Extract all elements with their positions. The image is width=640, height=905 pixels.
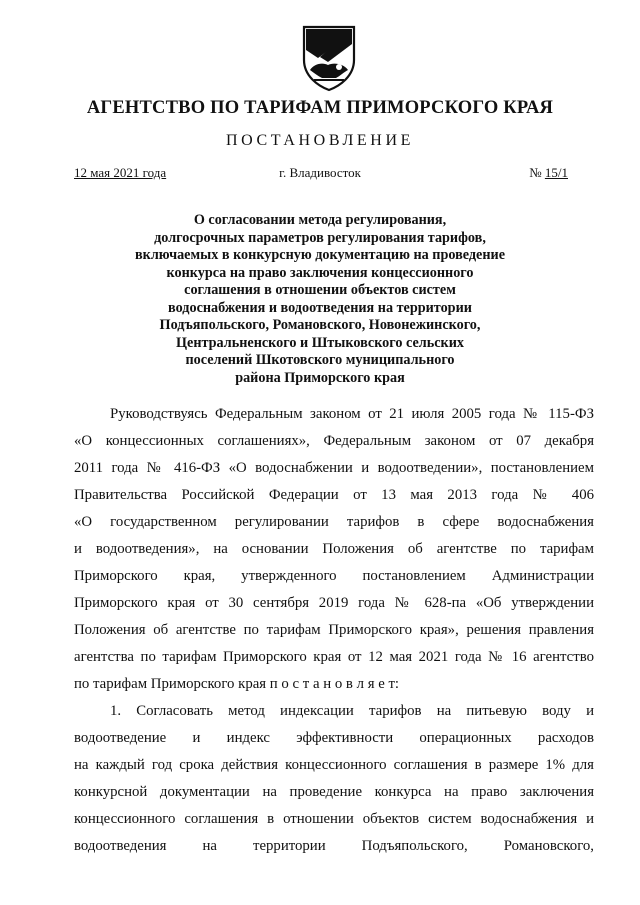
subject-line: соглашения в отношении объектов систем [184, 282, 456, 298]
body-line: 2011 года № 416-ФЗ «О водоснабжении и водоотведении», постановлением [74, 460, 594, 476]
document-type: ПОСТАНОВЛЕНИЕ [226, 132, 414, 149]
document-date: 12 мая 2021 года [74, 165, 167, 180]
body-line: конкурсной документации на проведение конкурса на право заключения [74, 784, 594, 800]
subject-line: поселений Шкотовского муниципального [185, 352, 455, 368]
body-line: водоотведение и индекс эффективности операционных расходов [74, 730, 594, 746]
body-line: «О концессионных соглашениях», Федеральным законом от 07 декабря [74, 433, 594, 449]
body-line: и водоотведения», на основании Положения об агентстве по тарифам [74, 541, 594, 557]
body-line: водоотведения на территории Подъяпольского, Романовского, [74, 838, 594, 854]
subject-line: включаемых в конкурсную документацию на проведение [134, 247, 506, 263]
body-line: Приморского края от 30 сентября 2019 года № 628-па «Об утверждении [74, 595, 594, 611]
body-line: Правительства Российской Федерации от 13 мая 2013 года № 406 [74, 487, 594, 503]
coat-of-arms-icon [300, 24, 358, 92]
body-line: концессионного соглашения в отношении объектов систем водоснабжения и [74, 811, 594, 827]
subject-line: долгосрочных параметров регулирования тарифов, [154, 229, 486, 246]
body-line: 1. Согласовать метод индексации тарифов на питьевую воду и [110, 703, 594, 719]
body-line: по тарифам Приморского края п о с т а н о в л я е т: [74, 676, 400, 692]
body-line: Руководствуясь Федеральным законом от 21 июля 2005 года № 115-ФЗ [110, 406, 594, 422]
body-line: на каждый год срока действия концессионного соглашения в размере 1% для [74, 757, 594, 773]
body-line: агентства по тарифам Приморского края от 12 мая 2021 года № 16 агентство [74, 649, 594, 665]
document-number [529, 165, 568, 181]
number-value: 15/1 [544, 165, 568, 180]
subject-line: конкурса на право заключения концессионного [166, 264, 474, 281]
agency-name: АГЕНТСТВО ПО ТАРИФАМ ПРИМОРСКОГО КРАЯ [86, 98, 554, 118]
document-city: г. Владивосток [279, 165, 361, 180]
document-body [74, 401, 594, 860]
document-subject [120, 212, 520, 387]
subject-line: Подъяпольского, Романовского, Новонежинского, [159, 317, 481, 333]
subject-line: О согласовании метода регулирования, [193, 212, 447, 228]
body-line: «О государственном регулировании тарифов в сфере водоснабжения [74, 514, 594, 530]
subject-line: Центральненского и Штыковского сельских [176, 334, 464, 351]
subject-line: района Приморского края [235, 369, 405, 386]
subject-line: водоснабжения и водоотведения на территории [168, 299, 472, 316]
body-line: Приморского края, утвержденного постановлением Администрации [74, 568, 594, 584]
body-line: Положения об агентстве по тарифам Приморского края», решения правления [74, 622, 594, 638]
number-prefix: № [529, 165, 545, 180]
